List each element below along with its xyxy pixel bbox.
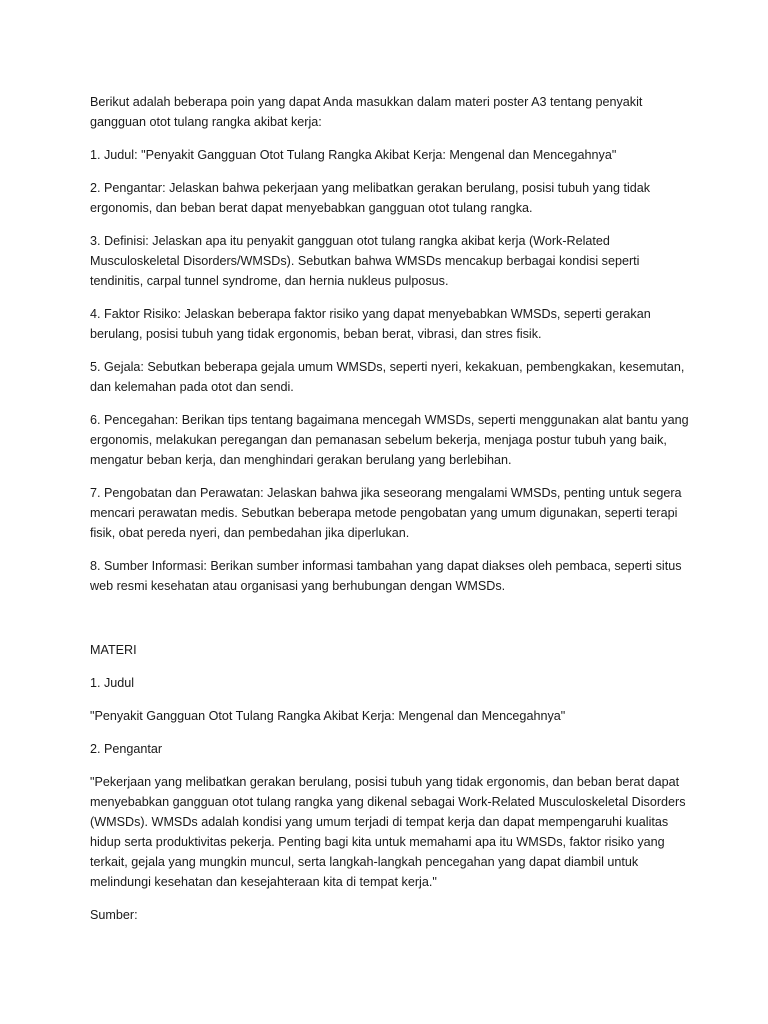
- point-pengantar: 2. Pengantar: Jelaskan bahwa pekerjaan yang melibatkan gerakan berulang, posisi tubuh yang tidak ergonomis, dan beban berat dapat menyebabkan gangguan otot tulang rangka.: [90, 181, 651, 215]
- materi-sumber-label: Sumber:: [90, 908, 138, 922]
- materi-judul-label: 1. Judul: [90, 676, 135, 690]
- materi-judul-text: "Penyakit Gangguan Otot Tulang Rangka Akibat Kerja: Mengenal dan Mencegahnya": [90, 709, 566, 723]
- point-faktor-risiko: 4. Faktor Risiko: Jelaskan beberapa faktor risiko yang dapat menyebabkan WMSDs, seperti gerakan berulang, posisi tubuh yang tidak ergonomis, beban berat, vibrasi, dan stres fisik.: [90, 307, 651, 341]
- point-definisi: 3. Definisi: Jelaskan apa itu penyakit gangguan otot tulang rangka akibat kerja (Work-Related Musculoskeletal Disorders/WMSDs). Sebutkan bahwa WMSDs mencakup berbagai kondisi seperti tendinitis, carpal tunnel syndrome, dan hernia nukleus pulposus.: [90, 234, 640, 288]
- point-gejala: 5. Gejala: Sebutkan beberapa gejala umum WMSDs, seperti nyeri, kekakuan, pembengkakan, kesemutan, dan kelemahan pada otot dan sendi.: [90, 360, 685, 394]
- materi-heading: MATERI: [90, 643, 137, 657]
- materi-pengantar-text: "Pekerjaan yang melibatkan gerakan berulang, posisi tubuh yang tidak ergonomis, dan beban berat dapat menyebabkan gangguan otot tulang rangka yang dikenal sebagai Work-Related Musculoskeletal Disorders (WMSDs). WMSDs adalah kondisi yang umum terjadi di tempat kerja dan dapat mempengaruhi kualitas hidup serta produktivitas pekerja. Penting bagi kita untuk memahami apa itu WMSDs, faktor risiko yang terkait, gejala yang mungkin muncul, serta langkah-langkah pencegahan yang dapat diambil untuk melindungi kesehatan dan kesejahteraan kita di tempat kerja.": [90, 775, 686, 889]
- point-sumber-informasi: 8. Sumber Informasi: Berikan sumber informasi tambahan yang dapat diakses oleh pembaca, seperti situs web resmi kesehatan atau organisasi yang berhubungan dengan WMSDs.: [90, 559, 682, 593]
- point-pencegahan: 6. Pencegahan: Berikan tips tentang bagaimana mencegah WMSDs, seperti menggunakan alat bantu yang ergonomis, melakukan peregangan dan pemanasan sebelum bekerja, menjaga postur tubuh yang baik, mengatur beban kerja, dan menghindari gerakan berulang yang berlebihan.: [90, 413, 689, 467]
- point-pengobatan: 7. Pengobatan dan Perawatan: Jelaskan bahwa jika seseorang mengalami WMSDs, penting untuk segera mencari perawatan medis. Sebutkan beberapa metode pengobatan yang umum digunakan, seperti terapi fisik, obat pereda nyeri, dan pembedahan jika diperlukan.: [90, 486, 682, 540]
- materi-pengantar-label: 2. Pengantar: [90, 742, 163, 756]
- point-judul: 1. Judul: "Penyakit Gangguan Otot Tulang Rangka Akibat Kerja: Mengenal dan Mencegahnya": [90, 148, 617, 162]
- document-page: [90, 92, 690, 938]
- intro-paragraph: Berikut adalah beberapa poin yang dapat Anda masukkan dalam materi poster A3 tentang penyakit gangguan otot tulang rangka akibat kerja:: [90, 95, 643, 129]
